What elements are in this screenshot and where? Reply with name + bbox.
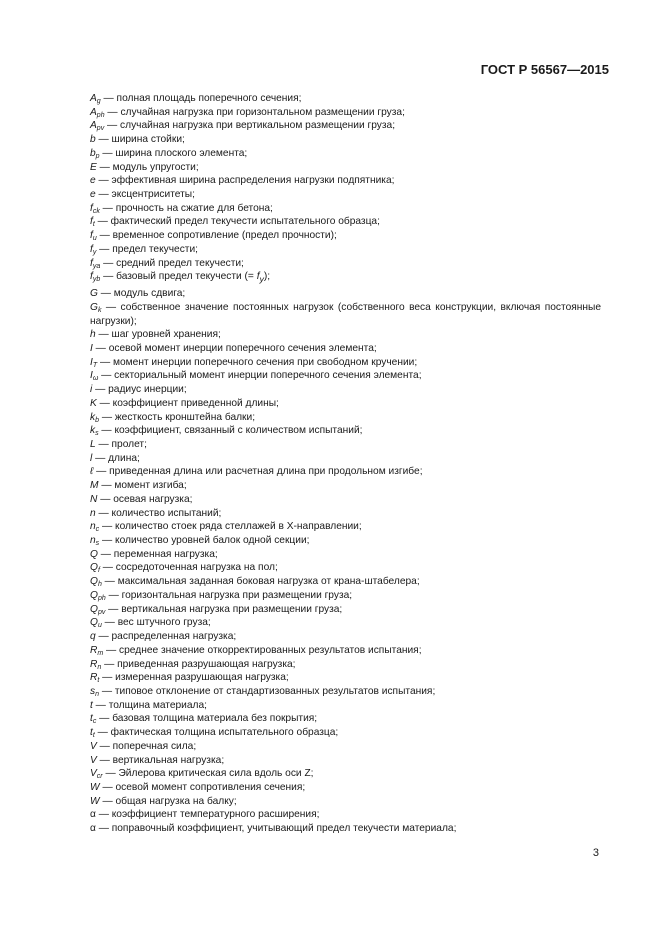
list-item bbox=[90, 424, 601, 438]
symbol-subscript: m bbox=[97, 649, 104, 657]
symbol: $k_b$ bbox=[90, 411, 99, 424]
symbol: $t_c$ bbox=[90, 713, 97, 726]
symbol: $Q_f$ bbox=[90, 562, 100, 575]
symbol-description: — горизонтальная нагрузка при размещении груза; bbox=[105, 589, 353, 601]
list-item bbox=[90, 106, 601, 120]
symbol-subscript: n bbox=[95, 690, 99, 698]
symbol-description: — приведенная разрушающая нагрузка; bbox=[101, 658, 296, 670]
list-item bbox=[90, 534, 601, 548]
symbol: q bbox=[90, 631, 96, 643]
symbol-description: — предел текучести; bbox=[96, 243, 198, 255]
symbol: $k_s$ bbox=[90, 425, 99, 438]
symbol: $s_n$ bbox=[90, 685, 99, 698]
symbol-subscript: g bbox=[96, 98, 101, 105]
symbol-description: — фактическая толщина испытательного образца; bbox=[94, 727, 339, 739]
symbol: $f_y$ bbox=[90, 243, 97, 256]
symbol-subscript: T bbox=[92, 361, 98, 369]
symbol-subscript: u bbox=[92, 235, 97, 243]
symbol-subscript: ck bbox=[92, 207, 100, 215]
symbol: e bbox=[90, 175, 96, 187]
list-item bbox=[90, 369, 601, 383]
list-item bbox=[90, 243, 601, 257]
symbol: W bbox=[90, 795, 100, 807]
symbol: I bbox=[90, 342, 93, 354]
list-item bbox=[90, 493, 601, 507]
symbol-description: — коэффициент температурного расширения; bbox=[95, 809, 320, 821]
symbol: $I_T$ bbox=[90, 356, 98, 369]
symbol: $n_c$ bbox=[90, 521, 100, 534]
symbol-description: — временное сопротивление (предел прочности); bbox=[96, 230, 337, 242]
list-item bbox=[90, 671, 601, 685]
symbol: $f_{ck}$ bbox=[90, 202, 100, 215]
symbol-description: — осевой момент инерции поперечного сечения элемента; bbox=[92, 342, 377, 354]
symbol-description: — максимальная заданная боковая нагрузка от крана-штабелера; bbox=[101, 576, 420, 588]
list-item bbox=[90, 548, 601, 562]
list-item bbox=[90, 438, 601, 452]
list-item bbox=[90, 520, 601, 534]
symbol: α bbox=[90, 823, 96, 835]
symbol-subscript: k bbox=[97, 306, 102, 314]
symbol-description: — распределенная нагрузка; bbox=[95, 631, 237, 643]
list-item bbox=[90, 229, 601, 243]
symbol: $R_t$ bbox=[90, 672, 100, 685]
symbol-subscript: yb bbox=[92, 276, 101, 284]
symbol: G bbox=[90, 288, 98, 300]
symbol: W bbox=[90, 781, 100, 793]
symbol-description: — собственное значение постоянных нагрузок (собственного веса конструкции, включая постоянные нагрузки); bbox=[90, 301, 601, 327]
list-item bbox=[90, 685, 601, 699]
symbol-subscript: s bbox=[95, 430, 99, 438]
list-item bbox=[90, 287, 601, 301]
symbol-description: — модуль упругости; bbox=[96, 161, 199, 173]
symbol: $f_u$ bbox=[90, 230, 97, 243]
list-item bbox=[90, 215, 601, 229]
symbol-description: — полная площадь поперечного сечения; bbox=[100, 93, 302, 104]
symbol: $Q_u$ bbox=[90, 617, 102, 630]
symbol-description: — момент инерции поперечного сечения при свободном кручении; bbox=[97, 356, 418, 368]
symbol-description: — общая нагрузка на балку; bbox=[99, 795, 237, 807]
symbol-description: — эффективная ширина распределения нагрузки подпятника; bbox=[95, 175, 395, 187]
symbol: $f_t$ bbox=[90, 216, 95, 229]
symbol: ℓ bbox=[90, 466, 94, 478]
list-item bbox=[90, 699, 601, 713]
symbol-description: — вес штучного груза; bbox=[101, 617, 211, 629]
symbol-subscript: t bbox=[92, 732, 95, 740]
symbol-description: — средний предел текучести; bbox=[100, 257, 244, 269]
list-item bbox=[90, 202, 601, 216]
symbol-subscript: ω bbox=[92, 375, 99, 383]
symbol-description: — поправочный коэффициент, учитывающий предел текучести материала; bbox=[95, 823, 457, 835]
document-header: ГОСТ Р 56567—2015 bbox=[480, 62, 609, 77]
symbol-description: — вертикальная нагрузка при размещении груза; bbox=[105, 603, 343, 615]
symbol-description: — прочность на сжатие для бетона; bbox=[99, 202, 273, 214]
symbol: $V_{cr}$ bbox=[90, 768, 103, 781]
list-item bbox=[90, 726, 601, 740]
symbol-description: — коэффициент, связанный с количеством испытаний; bbox=[98, 425, 363, 437]
symbol: $Q_{ph}$ bbox=[90, 589, 106, 602]
symbol: α bbox=[90, 809, 96, 821]
symbol: $Q_h$ bbox=[90, 576, 102, 589]
list-item bbox=[90, 822, 601, 836]
list-item bbox=[90, 301, 601, 328]
symbol-description: — Эйлерова критическая сила вдоль оси Z; bbox=[102, 768, 314, 780]
symbol: b bbox=[90, 134, 96, 146]
symbol: i bbox=[90, 384, 93, 396]
symbol-subscript: p bbox=[95, 152, 100, 160]
symbol-description: — количество испытаний; bbox=[95, 507, 222, 519]
symbol-description: — количество уровней балок одной секции; bbox=[99, 535, 310, 547]
symbol-subscript: f bbox=[97, 567, 100, 575]
symbol-description: — длина; bbox=[92, 452, 140, 464]
symbol: n bbox=[90, 507, 96, 519]
symbol: $f_{yb}$ bbox=[90, 271, 101, 284]
list-item bbox=[90, 174, 601, 188]
symbol-description: — эксцентриситеты; bbox=[95, 189, 195, 201]
symbol-subscript: ph bbox=[97, 594, 106, 602]
symbol-description: — базовый предел текучести (= $f_y$); bbox=[100, 271, 271, 285]
list-item bbox=[90, 644, 601, 658]
symbol-description: — радиус инерции; bbox=[92, 384, 187, 396]
symbol-subscript: t bbox=[97, 677, 100, 685]
symbol-description: — поперечная сила; bbox=[96, 740, 197, 752]
symbol-subscript: pv bbox=[96, 125, 105, 133]
list-item bbox=[90, 411, 601, 425]
symbol-description: — случайная нагрузка при вертикальном размещении груза; bbox=[104, 120, 396, 132]
symbol: $n_s$ bbox=[90, 535, 100, 548]
list-item bbox=[90, 740, 601, 754]
symbol-subscript: pv bbox=[97, 608, 106, 616]
symbol-description: — пролет; bbox=[95, 439, 147, 450]
symbol-description: — сосредоточенная нагрузка на пол; bbox=[99, 562, 278, 574]
symbol: $I_\omega$ bbox=[90, 370, 99, 383]
list-item bbox=[90, 465, 601, 479]
symbol-description: — коэффициент приведенной длины; bbox=[96, 397, 279, 409]
list-item bbox=[90, 603, 601, 617]
symbol-description: — среднее значение откорректированных результатов испытания; bbox=[103, 644, 422, 656]
symbol-subscript: y bbox=[92, 248, 97, 256]
symbol: $Q_{pv}$ bbox=[90, 603, 106, 616]
symbol-description: — модуль сдвига; bbox=[97, 288, 186, 300]
symbol: $A_{pv}$ bbox=[90, 120, 105, 133]
symbol-description: — измеренная разрушающая нагрузка; bbox=[99, 672, 289, 684]
list-item bbox=[90, 767, 601, 781]
symbol: l bbox=[90, 452, 93, 464]
symbol-description: — переменная нагрузка; bbox=[97, 548, 218, 560]
symbol: t bbox=[90, 699, 93, 711]
symbol: N bbox=[90, 493, 98, 505]
symbol-description: — фактический предел текучести испытательного образца; bbox=[94, 216, 380, 228]
list-item bbox=[90, 356, 601, 370]
symbol-description: — базовая толщина материала без покрытия; bbox=[96, 713, 318, 725]
symbols-list bbox=[90, 92, 601, 836]
list-item bbox=[90, 133, 601, 147]
symbol-description: — приведенная длина или расчетная длина при продольном изгибе; bbox=[93, 466, 423, 478]
list-item bbox=[90, 712, 601, 726]
list-item bbox=[90, 147, 601, 161]
symbol: $b_p$ bbox=[90, 147, 100, 160]
symbol: Q bbox=[90, 548, 98, 560]
list-item bbox=[90, 188, 601, 202]
symbol-description: — ширина плоского элемента; bbox=[99, 147, 248, 159]
list-item bbox=[90, 616, 601, 630]
symbol: L bbox=[90, 439, 96, 450]
symbol: K bbox=[90, 397, 97, 409]
list-item bbox=[90, 119, 601, 133]
list-item bbox=[90, 754, 601, 768]
symbol-description: — вертикальная нагрузка; bbox=[96, 754, 225, 766]
list-item bbox=[90, 328, 601, 342]
list-item bbox=[90, 92, 601, 106]
symbol: $A_g$ bbox=[90, 93, 101, 105]
symbol: $A_{ph}$ bbox=[90, 106, 105, 119]
symbol-subscript: c bbox=[92, 718, 97, 726]
symbol-description: — осевой момент сопротивления сечения; bbox=[99, 781, 306, 793]
list-item bbox=[90, 781, 601, 795]
symbol-subscript: ph bbox=[96, 111, 105, 119]
symbol-subscript: u bbox=[97, 622, 102, 630]
list-item bbox=[90, 270, 601, 287]
page-number: 3 bbox=[592, 847, 599, 859]
symbol: e bbox=[90, 189, 96, 201]
symbol-description: — осевая нагрузка; bbox=[97, 493, 193, 505]
symbol: h bbox=[90, 329, 96, 341]
symbol-description: — толщина материала; bbox=[92, 699, 207, 711]
symbol-subscript: h bbox=[97, 581, 102, 589]
symbol-subscript: ya bbox=[92, 262, 101, 270]
symbol: $G_k$ bbox=[90, 301, 102, 314]
symbol-subscript: n bbox=[97, 663, 102, 671]
symbol: $t_t$ bbox=[90, 727, 95, 740]
symbol-subscript: s bbox=[95, 540, 100, 548]
symbol-description: — ширина стойки; bbox=[95, 134, 185, 146]
symbol: $R_m$ bbox=[90, 644, 104, 657]
list-item bbox=[90, 342, 601, 356]
symbol-subscript: t bbox=[92, 221, 95, 229]
list-item bbox=[90, 479, 601, 493]
symbol: $R_n$ bbox=[90, 658, 102, 671]
list-item bbox=[90, 575, 601, 589]
symbol-subscript: c bbox=[95, 526, 100, 534]
list-item bbox=[90, 507, 601, 521]
list-item bbox=[90, 452, 601, 466]
symbol-description: — жесткость кронштейна балки; bbox=[99, 411, 256, 423]
list-item bbox=[90, 561, 601, 575]
symbol-description: — случайная нагрузка при горизонтальном размещении груза; bbox=[104, 106, 405, 118]
symbol: E bbox=[90, 161, 97, 173]
list-item bbox=[90, 589, 601, 603]
list-item bbox=[90, 397, 601, 411]
symbol-description: — момент изгиба; bbox=[98, 480, 187, 492]
list-item bbox=[90, 658, 601, 672]
list-item bbox=[90, 161, 601, 175]
symbol-description: — количество стоек ряда стеллажей в X-направлении; bbox=[99, 521, 362, 533]
symbol-subscript: b bbox=[95, 416, 99, 424]
symbol: M bbox=[90, 480, 99, 492]
symbol: $f_{ya}$ bbox=[90, 257, 101, 270]
symbol-description: — секториальный момент инерции поперечного сечения элемента; bbox=[98, 370, 422, 382]
list-item bbox=[90, 383, 601, 397]
symbol-description: — типовое отклонение от стандартизованных результатов испытания; bbox=[99, 685, 436, 697]
list-item bbox=[90, 795, 601, 809]
symbol-subscript: cr bbox=[96, 773, 103, 781]
symbol-description: — шаг уровней хранения; bbox=[95, 329, 221, 341]
list-item bbox=[90, 257, 601, 271]
symbol: V bbox=[90, 754, 97, 766]
symbol: V bbox=[90, 740, 97, 752]
list-item bbox=[90, 808, 601, 822]
list-item bbox=[90, 630, 601, 644]
